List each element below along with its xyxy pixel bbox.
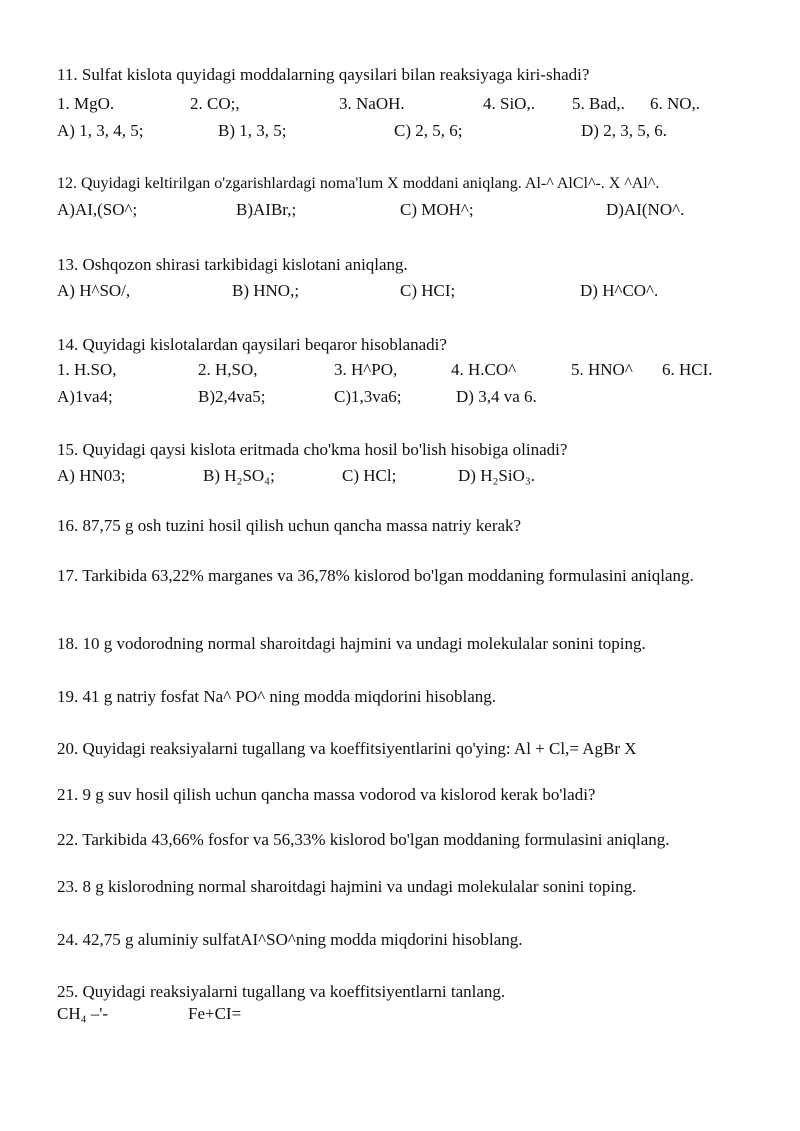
q15-option-a: A) HN03; [57,466,126,485]
q25-reaction-1: CH₄ –'- [57,1004,109,1023]
q14-item-1: 1. H.SO, [57,360,117,379]
q11-option-d: D) 2, 3, 5, 6. [581,121,667,140]
q13-option-b: B) HNO,; [232,281,300,300]
question-17-text: 17. Tarkibida 63,22% marganes va 36,78% kislorod bo'lgan moddaning formulasini aniqlang. [57,566,694,585]
q15-option-c: C) HCl; [342,466,397,485]
q11-option-b: B) 1, 3, 5; [218,121,287,140]
question-15-text: 15. Quyidagi qaysi kislota eritmada cho'kma hosil bo'lish hisobiga olinadi? [57,440,568,459]
question-25-text: 25. Quyidagi reaksiyalarni tugallang va koeffitsiyentlarni tanlang. [57,982,506,1001]
question-16-text: 16. 87,75 g osh tuzini hosil qilish uchun qancha massa natriy kerak? [57,516,522,535]
q11-item-1: 1. MgO. [57,94,115,113]
q12-option-a: A)AI,(SO^; [57,200,138,219]
q14-item-3: 3. H^PO, [334,360,398,379]
q14-option-d: D) 3,4 va 6. [456,387,537,406]
question-14-text: 14. Quyidagi kislotalardan qaysilari beqaror hisoblanadi? [57,335,447,354]
q25-reaction-2: Fe+CI= [188,1004,242,1023]
q11-item-2: 2. CO;, [190,94,240,113]
q11-item-4: 4. SiO,. [483,94,535,113]
q14-option-c: C)1,3va6; [334,387,402,406]
question-11-text: 11. Sulfat kislota quyidagi moddalarning qaysilari bilan reaksiyaga kiri-shadi? [57,65,590,84]
question-23-text: 23. 8 g kislorodning normal sharoitdagi hajmini va undagi molekulalar sonini toping. [57,877,637,896]
q12-option-d: D)AI(NO^. [606,200,685,219]
q11-item-5: 5. Bad,. [572,94,625,113]
q13-option-d: D) H^CO^. [580,281,659,300]
question-12-text: 12. Quyidagi keltirilgan o'zgarishlardagi noma'lum X moddani aniqlang. Al-^ AlCl^-. X ^Al^. [57,175,660,192]
q11-item-6: 6. NO,. [650,94,701,113]
question-21-text: 21. 9 g suv hosil qilish uchun qancha massa vodorod va kislorod kerak bo'ladi? [57,785,596,804]
question-19-text: 19. 41 g natriy fosfat Na^ PO^ ning modda miqdorini hisoblang. [57,687,497,706]
q14-item-2: 2. H,SO, [198,360,258,379]
q14-item-5: 5. HNO^ [571,360,633,379]
q13-option-c: C) HCI; [400,281,456,300]
q15-option-b: B) H₂SO₄; [203,466,275,485]
q13-option-a: A) H^SO/, [57,281,131,300]
q14-item-6: 6. HCI. [662,360,713,379]
q14-option-b: B)2,4va5; [198,387,266,406]
q12-option-b: B)AIBr,; [236,200,297,219]
q14-option-a: A)1va4; [57,387,113,406]
question-24-text: 24. 42,75 g aluminiy sulfatAI^SO^ning modda miqdorini hisoblang. [57,930,523,949]
q14-item-4: 4. H.CO^ [451,360,517,379]
q12-option-c: C) MOH^; [400,200,474,219]
q11-option-a: A) 1, 3, 4, 5; [57,121,144,140]
question-13-text: 13. Oshqozon shirasi tarkibidagi kislotani aniqlang. [57,255,408,274]
question-20-text: 20. Quyidagi reaksiyalarni tugallang va koeffitsiyentlarini qo'ying: Al + Cl,= AgBr X [57,739,637,758]
q11-item-3: 3. NaOH. [339,94,405,113]
question-18-text: 18. 10 g vodorodning normal sharoitdagi hajmini va undagi molekulalar sonini toping. [57,634,646,653]
q15-option-d: D) H₂SiO₃. [458,466,536,485]
q11-option-c: C) 2, 5, 6; [394,121,463,140]
question-22-text: 22. Tarkibida 43,66% fosfor va 56,33% kislorod bo'lgan moddaning formulasini aniqlang. [57,830,670,849]
